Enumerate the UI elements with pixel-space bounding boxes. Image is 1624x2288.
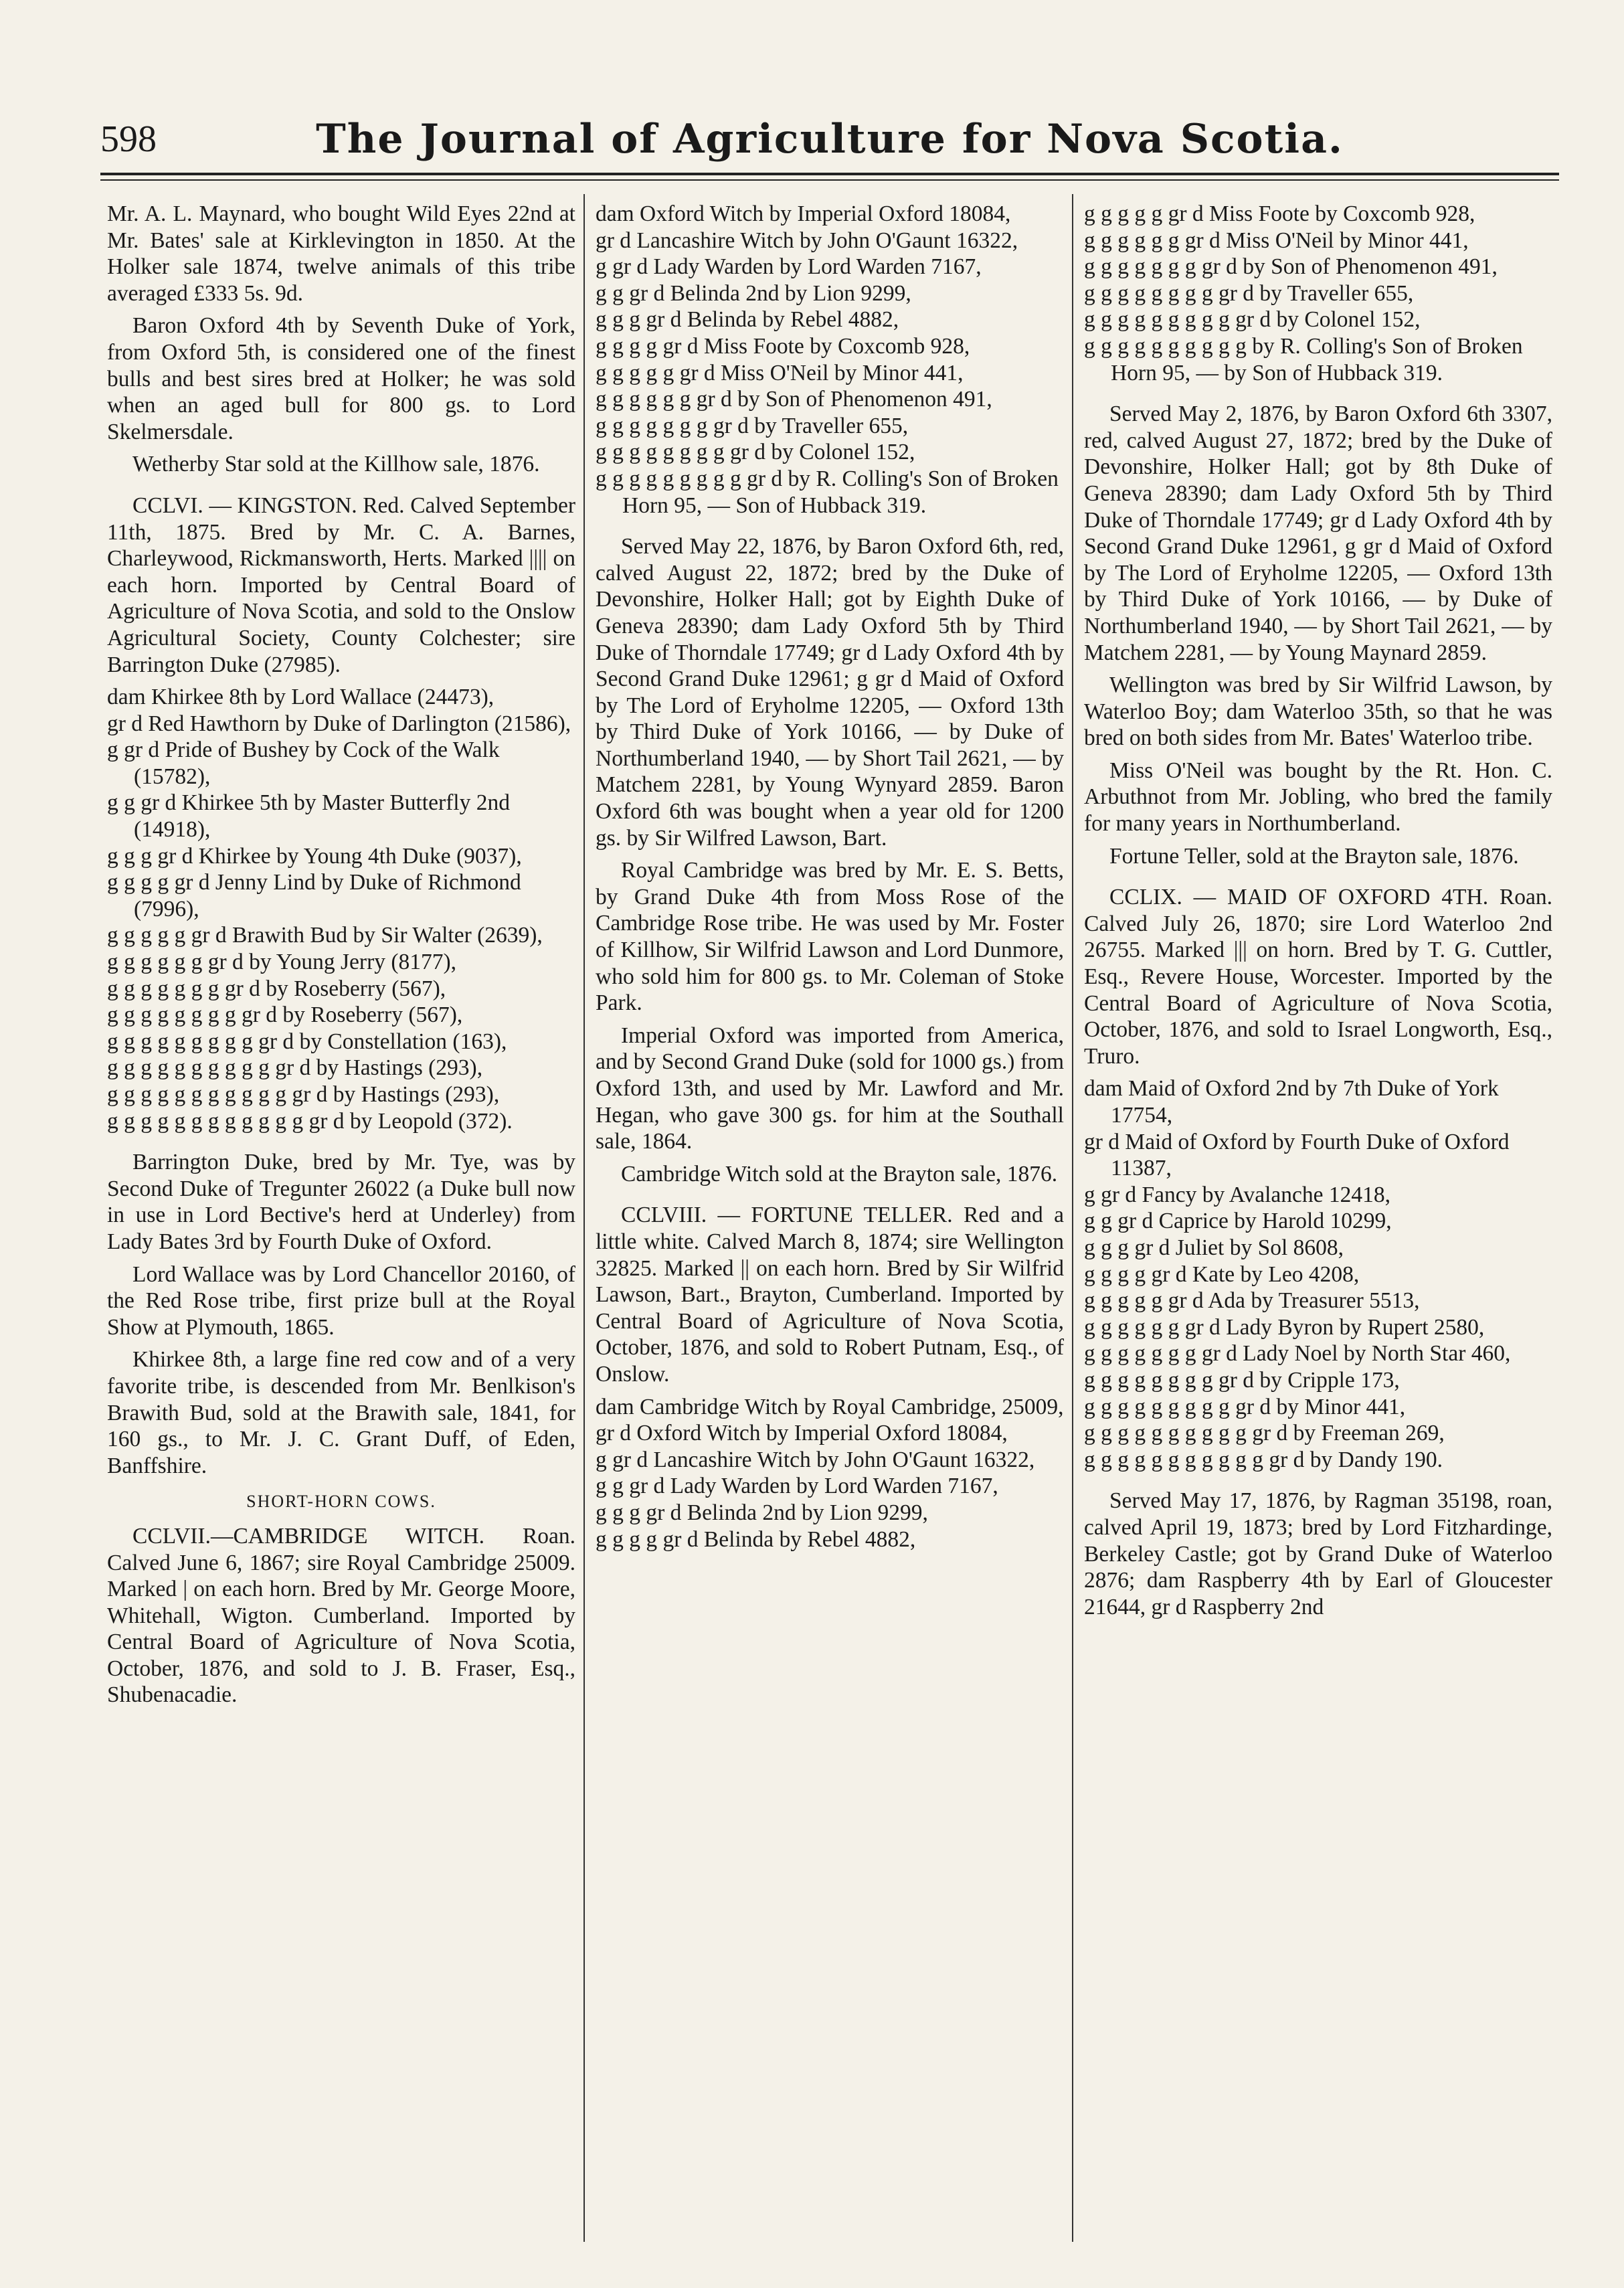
pedigree-line: g g g g g g g g gr d by Cripple 173, [1084,1367,1400,1393]
pedigree-line: g g g g g g gr d by Young Jerry (8177), [107,950,457,975]
paragraph: Miss O'Neil was bought by the Rt. Hon. C. Arbuthnot from Mr. Jobling, who bred the family for many years in Northumberland. [1084,758,1552,837]
pedigree-line: dam Maid of Oxford 2nd by 7th Duke of York 17754, [1084,1076,1499,1128]
text-column-3 [1084,201,1552,2242]
pedigree-line: g g g g gr d Belinda by Rebel 4882, [596,1526,916,1552]
pedigree-line: g g g g gr d Kate by Leo 4208, [1084,1261,1360,1287]
pedigree-line: g g g g g g g gr d by Son of Phenomenon 491, [1084,254,1498,280]
pedigree-line: g g gr d Lady Warden by Lord Warden 7167, [596,1474,998,1499]
pedigree-line: g g g gr d Juliet by Sol 8608, [1084,1235,1344,1260]
pedigree-line: gr d Oxford Witch by Imperial Oxford 18084, [596,1421,1008,1446]
pedigree-line: g g g g g gr d Miss Foote by Coxcomb 928, [1084,201,1475,226]
paragraph: Imperial Oxford was imported from America, and by Second Grand Duke (sold for 1000 gs.) from Oxford 13th, and used by Mr. Lawford and Mr. Hegan, who gave 300 gs. for him at the Southall sale, 1864. [596,1023,1064,1154]
paragraph: CCLVI. — KINGSTON. Red. Calved September 11th, 1875. Bred by Mr. C. A. Barnes, Charleywood, Rickmansworth, Herts. Marked |||| on each horn. Imported by Central Board of Agriculture of Nova Scotia, and sold to the Onslow Agricultural Society, County Colchester; sire Barrington Duke (27985). [107,493,575,677]
pedigree-line: g g g g g g g g g g g gr d by Dandy 190. [1084,1447,1443,1472]
pedigree-line: g g gr d Belinda 2nd by Lion 9299, [596,280,911,306]
pedigree-line: g g g g g g g g gr d by Colonel 152, [596,440,915,465]
paragraph: Wetherby Star sold at the Killhow sale, 1876. [132,452,540,477]
paragraph: CCLIX. — MAID OF OXFORD 4TH. Roan. Calved July 26, 1870; sire Lord Waterloo 2nd 26755. Marked ||| on horn. Bred by T. G. Cuttler, Esq., Revere House, Worcester. Imported by the Central Board of Agriculture of Nova Scotia, October, 1876, and sold to Israel Longworth, Esq., Truro. [1084,885,1552,1069]
paragraph: Royal Cambridge was bred by Mr. E. S. Betts, by Grand Duke 4th from Moss Rose of the Cambridge Rose tribe. He was used by Mr. Foster of Killhow, Sir Wilfrid Lawson and Lord Dunmore, who sold him for 800 gs. to Mr. Coleman of Stoke Park. [596,858,1064,1016]
paragraph: CCLVII.—CAMBRIDGE WITCH. Roan. Calved June 6, 1867; sire Royal Cambridge 25009. Marked | on each horn. Bred by Mr. George Moore, Whitehall, Wigton. Cumberland. Imported by Central Board of Agriculture of Nova Scotia, October, 1876, and sold to J. B. Fraser, Esq., Shubenacadie. [107,1523,575,1708]
pedigree-line: gr d Maid of Oxford by Fourth Duke of Oxford 11387, [1084,1129,1510,1181]
paragraph: Mr. A. L. Maynard, who bought Wild Eyes 22nd at Mr. Bates' sale at Kirklevington in 1850. At the Holker sale 1874, twelve animals of this tribe averaged £333 5s. 9d. [107,201,575,306]
paragraph: Served May 2, 1876, by Baron Oxford 6th 3307, red, calved August 27, 1872; bred by the Duke of Devonshire, Holker Hall; got by 8th Duke of Geneva 28390; dam Lady Oxford 5th by Third Duke of Thorndale 17749; gr d Lady Oxford 4th by Second Grand Duke 12961, g gr d Maid of Oxford by The Lord of Eryholme 12205, — Oxford 13th by Third Duke of York 10166, — by Duke of Northumberland 1940, — by Short Tail 2621, — by Matchem 2281, — by Young Maynard 2859. [1084,402,1552,665]
pedigree-line: dam Khirkee 8th by Lord Wallace (24473), [107,685,494,710]
pedigree-line: g g g g g g g gr d by Traveller 655, [596,413,909,438]
pedigree-line: g g g g g g g g g g by R. Colling's Son of Broken Horn 95, — by Son of Hubback 319. [1084,333,1523,385]
journal-title: The Journal of Agriculture for Nova Scotia. [316,116,1344,163]
header-rule [100,173,1559,175]
text-column-1 [107,201,575,2242]
pedigree-line: g gr d Fancy by Avalanche 12418, [1084,1182,1391,1207]
pedigree-line: g g gr d Khirkee 5th by Master Butterfly 2nd (14918), [107,790,510,843]
column-divider-1 [583,194,585,2242]
pedigree-line: g g g g g g g g g g gr d by Hastings (293), [107,1055,483,1081]
pedigree-line: g g g gr d Khirkee by Young 4th Duke (9037), [107,843,522,869]
paragraph: Wellington was bred by Sir Wilfrid Lawson, by Waterloo Boy; dam Waterloo 35th, so that he was bred on both sides from Mr. Bates' Waterloo tribe. [1084,673,1552,751]
pedigree-line: g g g g g g g g gr d by Roseberry (567), [107,1002,463,1028]
pedigree-line: g g g g g gr d Ada by Treasurer 5513, [1084,1288,1420,1314]
pedigree-line: dam Cambridge Witch by Royal Cambridge, 25009, [596,1394,1064,1419]
pedigree-line: g gr d Pride of Bushey by Cock of the Walk (15782), [107,737,500,789]
pedigree-line: g g g g g g g g g gr d by Minor 441, [1084,1394,1406,1419]
pedigree-line: g g g g g g g g g g g gr d by Hastings (293), [107,1082,500,1107]
pedigree-line: g g g g gr d Miss Foote by Coxcomb 928, [596,333,970,359]
paragraph: Khirkee 8th, a large fine red cow and of a very favorite tribe, is descended from Mr. Benlkison's Brawith Bud, sold at the Brawith sale, 1841, for 160 gs., to Mr. J. C. Grant Duff, of Eden, Banffshire. [107,1347,575,1478]
pedigree-line: gr d Lancashire Witch by John O'Gaunt 16322, [596,228,1018,253]
paragraph: Baron Oxford 4th by Seventh Duke of York, from Oxford 5th, is considered one of the finest bulls and best sires bred at Holker; he was sold when an aged bull for 800 gs. to Lord Skelmersdale. [107,313,575,444]
page-header [100,112,1559,166]
pedigree-line: g g gr d Caprice by Harold 10299, [1084,1209,1392,1234]
pedigree-line: g g g g g g g g g g g g gr d by Leopold (372). [107,1108,513,1134]
pedigree-line: g g g g g gr d Miss O'Neil by Minor 441, [596,360,964,385]
header-rule-thin [100,179,1559,181]
pedigree-line: g g g g g g gr d Miss O'Neil by Minor 441, [1084,228,1469,253]
pedigree-line: g g g g g gr d Brawith Bud by Sir Walter (2639), [107,923,543,948]
text-column-2 [596,201,1064,2242]
pedigree-line: g g g g g g gr d Lady Byron by Rupert 2580, [1084,1314,1485,1340]
pedigree-line: dam Oxford Witch by Imperial Oxford 18084, [596,201,1011,226]
pedigree-line: g g g g g g g g gr d by Traveller 655, [1084,280,1414,306]
pedigree-line: g g g g g g g gr d Lady Noel by North Star 460, [1084,1341,1511,1367]
paragraph: Lord Wallace was by Lord Chancellor 20160, of the Red Rose tribe, first prize bull at the Royal Show at Plymouth, 1865. [107,1261,575,1340]
paragraph: CCLVIII. — FORTUNE TELLER. Red and a little white. Calved March 8, 1874; sire Wellington 32825. Marked || on each horn. Bred by Sir Wilfrid Lawson, Bart., Brayton, Cumberland. Imported by Central Board of Agriculture of Nova Scotia, October, 1876, and sold to Robert Putnam, Esq., of Onslow. [596,1203,1064,1387]
pedigree-line: g g g g g g g g g gr d by Colonel 152, [1084,307,1421,333]
pedigree-line: g g g g g g g g g gr d by Constellation (163), [107,1029,507,1054]
pedigree-line: g g g g gr d Jenny Lind by Duke of Richmond (7996), [107,870,521,921]
paragraph: Fortune Teller, sold at the Brayton sale, 1876. [1109,843,1519,869]
pedigree-line: g g g gr d Belinda 2nd by Lion 9299, [596,1500,928,1525]
paragraph: Served May 22, 1876, by Baron Oxford 6th, red, calved August 22, 1872; bred by the Duke of Devonshire, Holker Hall; got by Eighth Duke of Geneva 28390; dam Lady Oxford 5th by Third Duke of Thorndale 17749; gr d Lady Oxford 4th by Second Grand Duke 12961; g gr d Maid of Oxford by The Lord of Eryholme 12205, — Oxford 13th by Third Duke of York 10166, — by Duke of Northumberland 1940, — by Short Tail 2621, — by Matchem 2281, by Young Wynyard 2859. Baron Oxford 6th was bought when a year old for 1200 gs. by Sir Wilfred Lawson, Bart. [596,534,1064,851]
pedigree-line: g g g g g g g g g g gr d by Freeman 269, [1084,1421,1445,1446]
column-divider-2 [1072,194,1073,2242]
paragraph: Served May 17, 1876, by Ragman 35198, roan, calved April 19, 1873; bred by Lord Fitzhardinge, Berkeley Castle; got by Grand Duke of Waterloo 2876; dam Raspberry 4th by Earl of Gloucester 21644, gr d Raspberry 2nd [1084,1488,1552,1619]
page-number: 598 [100,118,157,160]
paragraph: Barrington Duke, bred by Mr. Tye, was by Second Duke of Tregunter 26022 (a Duke bull now in use in Lord Bective's herd at Underley) from Lady Bates 3rd by Fourth Duke of Oxford. [107,1150,575,1254]
pedigree-line: g g g gr d Belinda by Rebel 4882, [596,307,899,333]
section-heading: SHORT-HORN COWS. [246,1492,436,1512]
pedigree-line: g gr d Lady Warden by Lord Warden 7167, [596,254,982,280]
pedigree-line: gr d Red Hawthorn by Duke of Darlington (21586), [107,711,571,736]
pedigree-line: g g g g g g g gr d by Roseberry (567), [107,976,446,1001]
pedigree-line: g g g g g g g g g gr d by R. Colling's Son of Broken Horn 95, — Son of Hubback 319. [596,466,1059,518]
pedigree-line: g gr d Lancashire Witch by John O'Gaunt 16322, [596,1447,1035,1472]
paragraph: Cambridge Witch sold at the Brayton sale, 1876. [621,1161,1058,1186]
pedigree-line: g g g g g g gr d by Son of Phenomenon 491, [596,387,992,412]
